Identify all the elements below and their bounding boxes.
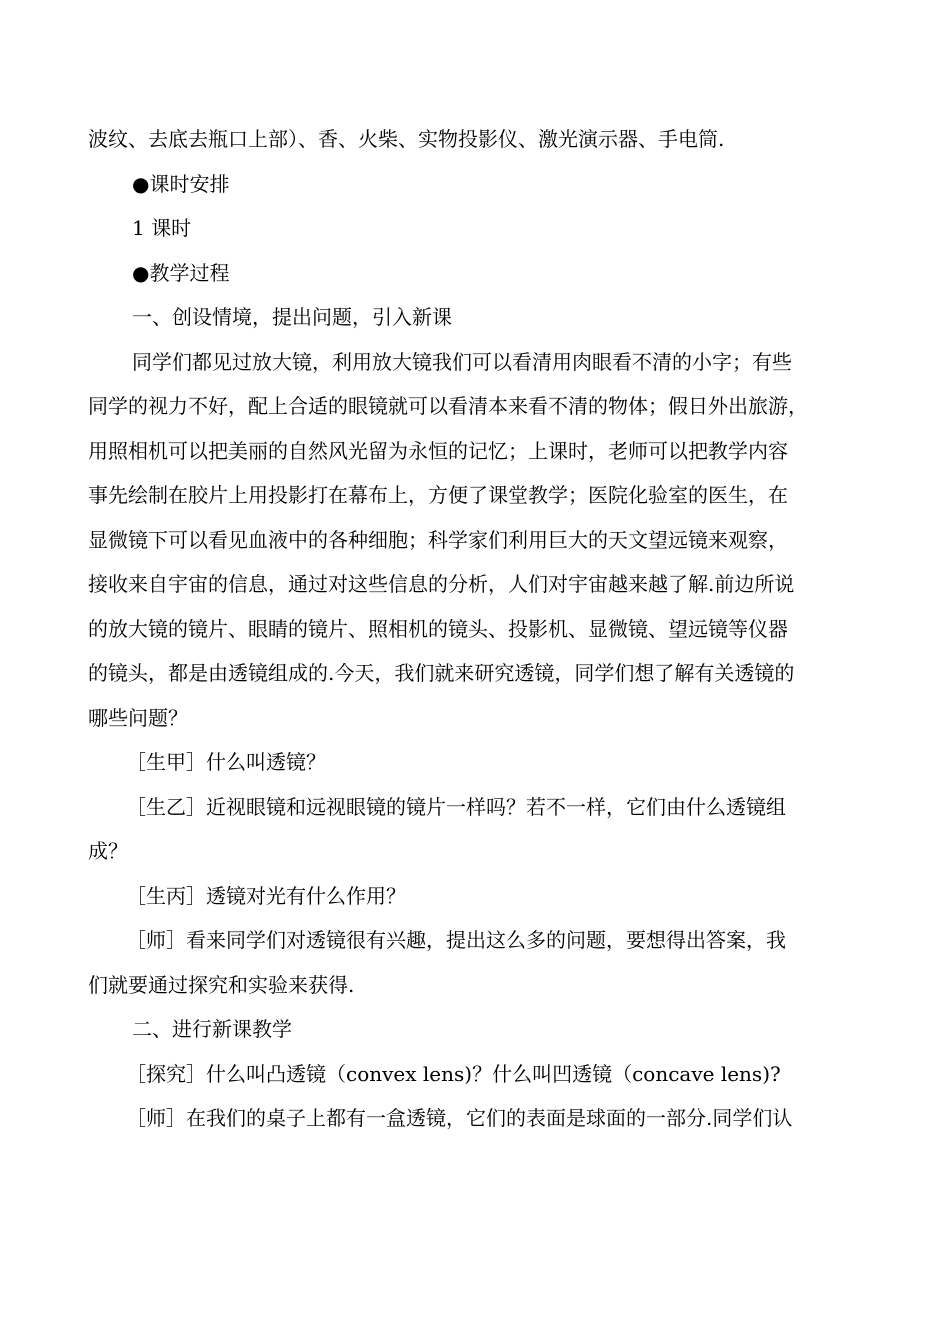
paragraph-line: 接收来自宇宙的信息，通过对这些信息的分析，人们对宇宙越来越了解.前边所说	[88, 572, 795, 596]
paragraph-line: 事先绘制在胶片上用投影打在幕布上，方便了课堂教学；医院化验室的医生，在	[88, 483, 788, 507]
section-heading-intro: 一、创设情境，提出问题，引入新课	[132, 305, 452, 329]
heading-class-schedule: ●课时安排	[132, 171, 230, 196]
dialogue-teacher: ［师］在我们的桌子上都有一盒透镜，它们的表面是球面的一部分.同学们认	[126, 1106, 793, 1130]
heading-teaching-process: ●教学过程	[132, 260, 230, 285]
dialogue-teacher: ［师］看来同学们对透镜很有兴趣，提出这么多的问题，要想得出答案，我	[126, 928, 786, 952]
document-body	[88, 117, 864, 1141]
paragraph-line: 们就要通过探究和实验来获得.	[88, 972, 355, 997]
dialogue-inquiry: ［探究］什么叫凸透镜（convex lens)？什么叫凹透镜（concave lens)?	[126, 1061, 781, 1086]
dialogue-student-c: ［生丙］透镜对光有什么作用？	[126, 883, 406, 908]
paragraph-line: 用照相机可以把美丽的自然风光留为永恒的记忆；上课时，老师可以把教学内容	[88, 438, 788, 463]
paragraph-line: 显微镜下可以看见血液中的各种细胞；科学家们利用巨大的天文望远镜来观察，	[88, 527, 788, 552]
section-heading-new-lesson: 二、进行新课教学	[132, 1017, 292, 1041]
dialogue-student-b: ［生乙］近视眼镜和远视眼镜的镜片一样吗？若不一样，它们由什么透镜组	[126, 794, 786, 819]
paragraph-line: 同学们都见过放大镜，利用放大镜我们可以看清用肉眼看不清的小字；有些	[132, 349, 792, 374]
paragraph-line: 成？	[88, 839, 128, 863]
paragraph-line-materials: 波纹、去底去瓶口上部）、香、火柴、实物投影仪、激光演示器、手电筒.	[88, 127, 725, 151]
paragraph-line: 的放大镜的镜片、眼睛的镜片、照相机的镜头、投影机、显微镜、望远镜等仪器	[88, 616, 788, 641]
paragraph-line: 哪些问题？	[88, 705, 188, 730]
class-hours-text: 1 课时	[132, 216, 192, 240]
paragraph-line: 的镜头，都是由透镜组成的.今天，我们就来研究透镜，同学们想了解有关透镜的	[88, 661, 795, 685]
paragraph-line: 同学的视力不好，配上合适的眼镜就可以看清本来看不清的物体；假日外出旅游，	[88, 394, 808, 418]
dialogue-student-a: ［生甲］什么叫透镜？	[126, 750, 326, 774]
